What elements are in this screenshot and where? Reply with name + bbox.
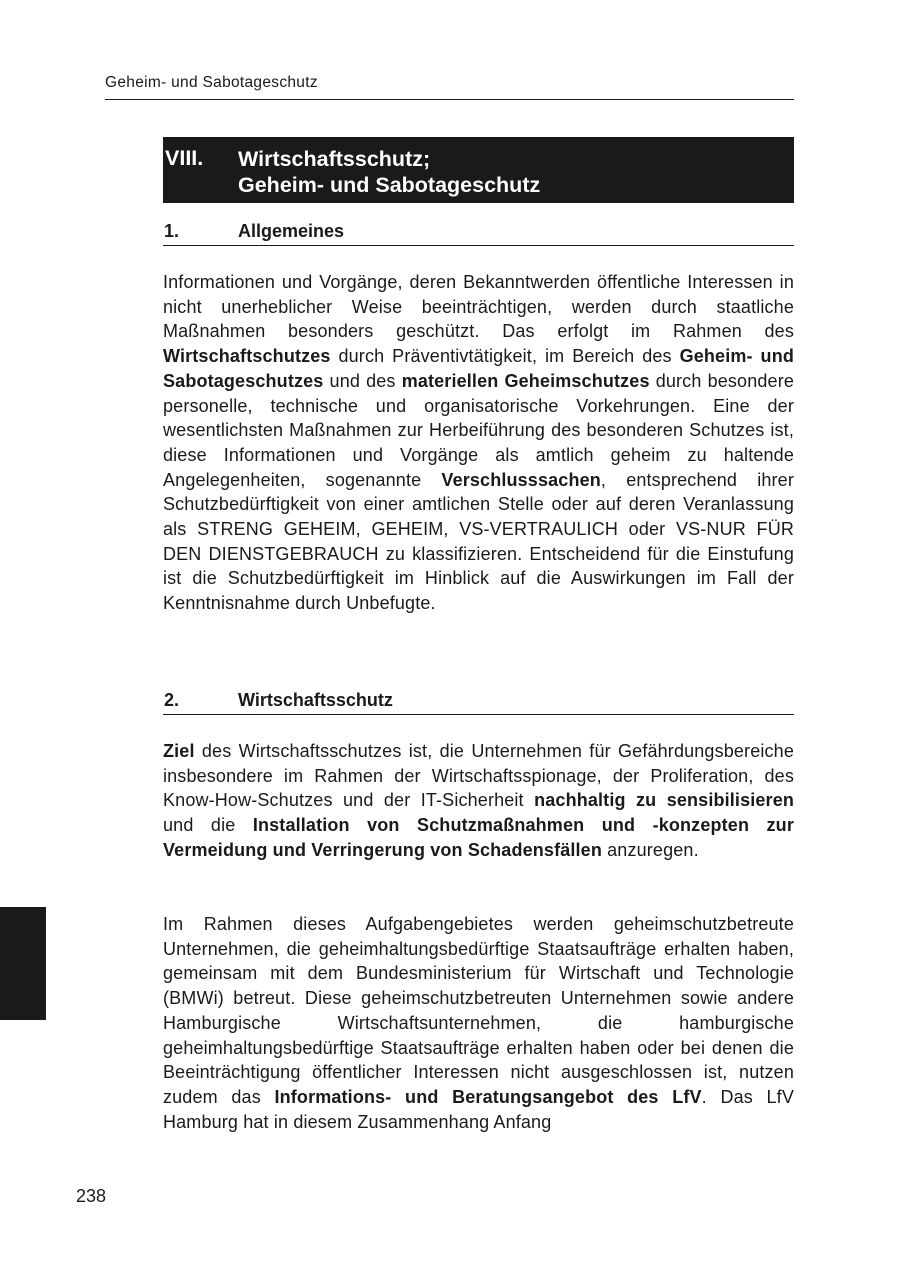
- chapter-title-line2: Geheim- und Sabotageschutz: [238, 173, 541, 197]
- chapter-title: [238, 146, 540, 198]
- bold-run: Geheim- und Sabotageschutzes: [163, 346, 794, 391]
- chapter-number: VIII.: [165, 146, 204, 170]
- chapter-heading: [163, 137, 794, 203]
- running-header: [105, 74, 794, 100]
- text-run: des Wirtschaftsschutzes ist, die Unternehmen für Gefährdungsbereiche insbesondere im Rahmen der Wirtschaftsspionage, der Proliferation, des Know-How-Schutzes und der IT-Sicherheit: [163, 741, 794, 811]
- paragraph-ziel: [163, 739, 794, 863]
- text-run: , entsprechend ihrer Schutzbedürftigkeit von einer amtlichen Stelle oder auf deren Veranlassung als STRENG GEHEIM, GEHEIM, VS-VERTRAULICH oder VS-NUR FÜR DEN DIENSTGEBRAUCH zu klassifizieren. Entscheidend für die Einstufung ist die Schutzbedürftigkeit im Hinblick auf die Auswirkungen im Fall der Kenntnisnahme durch Unbefugte.: [163, 469, 794, 614]
- section-title: Allgemeines: [238, 221, 345, 241]
- page-number: 238: [76, 1186, 107, 1206]
- bold-run: nachhaltig zu sensibilisieren: [534, 790, 794, 811]
- bold-run: Informations- und Beratungsangebot des LfV: [274, 1086, 702, 1107]
- bold-run: Installation von Schutzmaßnahmen und -konzepten zur Vermeidung und Verringerung von Schadensfällen: [163, 815, 794, 860]
- text-run: und die: [163, 815, 253, 836]
- text-run: und des: [323, 370, 402, 391]
- paragraph-aufgabengebiet: [163, 912, 794, 1134]
- section-heading-allgemeines: [163, 221, 794, 246]
- text-run: Im Rahmen dieses Aufgabengebietes werden geheimschutzbetreute Unternehmen, die geheimhaltungsbedürftige Staatsaufträge erhalten haben, gemeinsam mit dem Bundesministerium für Wirtschaft und Technologie (BMWi) betreut. Diese geheimschutzbetreuten Unternehmen sowie andere Hamburgische Wirtschaftsunternehmen, die hamburgische geheimhaltungsbedürftige Staatsaufträge erhalten haben oder bei denen die Beeinträchtigung öffentlicher Interessen nicht ausgeschlossen ist, nutzen zudem das: [163, 914, 794, 1107]
- section-heading-wirtschaftsschutz: [163, 690, 794, 715]
- text-run: durch besondere personelle, technische und organisatorische Vorkehrungen. Eine der wesentlichsten Maßnahmen zur Herbeiführung des besonderen Schutzes ist, diese Informationen und Vorgänge als amtlich geheim zu haltende Angelegenheiten, sogenannte: [163, 370, 794, 490]
- chapter-title-line1: Wirtschaftsschutz;: [238, 147, 431, 171]
- running-header-text: Geheim- und Sabotageschutz: [105, 74, 318, 91]
- bold-run: Verschlusssachen: [441, 469, 601, 490]
- section-number: 2.: [164, 690, 180, 710]
- paragraph-allgemeines: [163, 270, 794, 616]
- section-title: Wirtschaftsschutz: [238, 690, 393, 710]
- bold-run: Wirtschaftschutzes: [163, 346, 331, 367]
- bold-run: Ziel: [163, 741, 195, 761]
- text-run: . Das LfV Hamburg hat in diesem Zusammenhang Anfang: [163, 1086, 794, 1132]
- chapter-thumb-tab: [0, 907, 46, 1020]
- text-run: anzuregen.: [602, 839, 699, 860]
- section-number: 1.: [164, 221, 180, 241]
- bold-run: materiellen Geheimschutzes: [401, 370, 650, 391]
- text-run: durch Präventivtätigkeit, im Bereich des: [330, 346, 680, 367]
- text-run: Informationen und Vorgänge, deren Bekanntwerden öffentliche Interessen in nicht unerheblicher Weise beeinträchtigen, werden durch staatliche Maßnahmen besonders geschützt. Das erfolgt im Rahmen des: [163, 272, 794, 342]
